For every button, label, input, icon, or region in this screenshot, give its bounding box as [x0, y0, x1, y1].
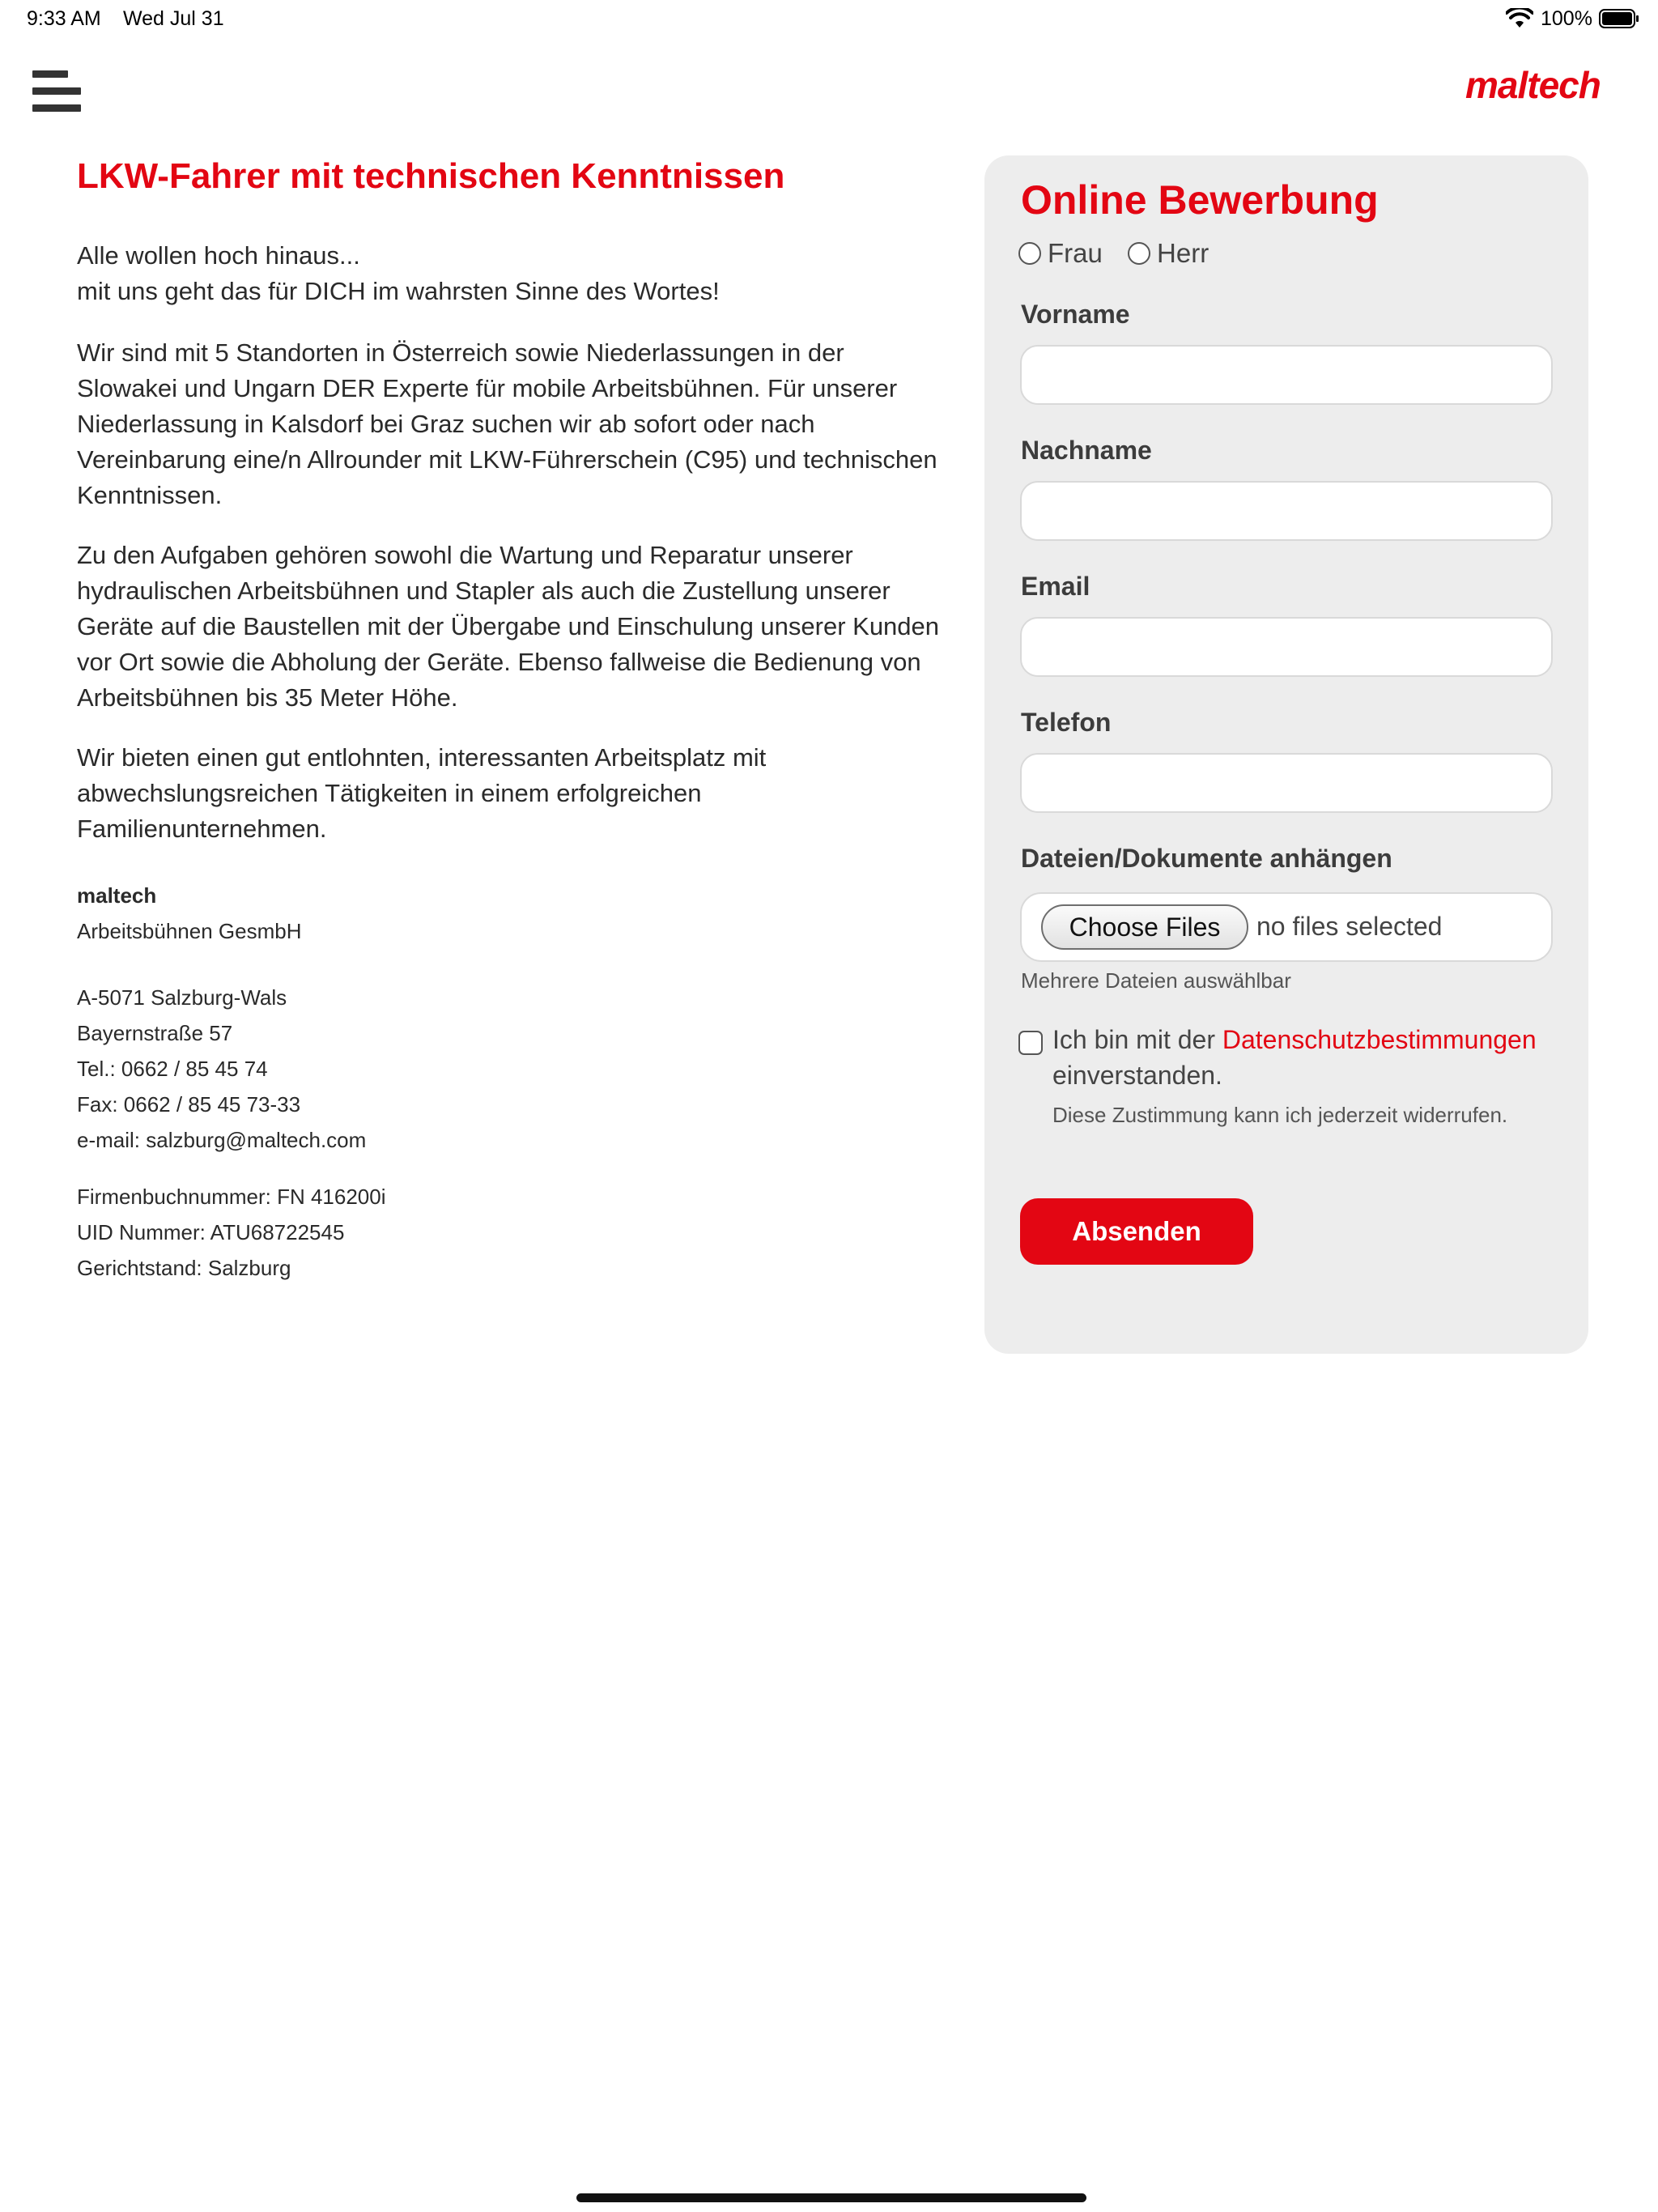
privacy-consent-text	[1052, 1022, 1554, 1093]
attachments-label: Dateien/Dokumente anhängen	[1021, 844, 1392, 873]
status-bar	[0, 0, 1658, 39]
choose-files-button[interactable]: Choose Files	[1041, 904, 1248, 950]
intro-line-2: mit uns geht das für DICH im wahrsten Sinne des Wortes!	[77, 277, 720, 305]
file-upload[interactable]	[1020, 892, 1553, 962]
address-street: Bayernstraße 57	[77, 1021, 233, 1045]
address-city: A-5071 Salzburg-Wals	[77, 985, 287, 1010]
last-name-field[interactable]	[1020, 481, 1553, 541]
radio-frau-label[interactable]: Frau	[1048, 238, 1103, 269]
radio-frau[interactable]	[1018, 242, 1041, 265]
battery-icon	[1599, 9, 1639, 28]
job-description	[77, 154, 951, 1280]
job-title: LKW-Fahrer mit technischen Kenntnissen	[77, 156, 785, 196]
email-line	[77, 1122, 366, 1158]
battery-percent: 100%	[1541, 7, 1592, 30]
home-indicator[interactable]	[576, 2193, 1086, 2202]
phone-label: Telefon	[1021, 708, 1112, 737]
uid-number: UID Nummer: ATU68722545	[77, 1220, 345, 1244]
email-link[interactable]: salzburg@maltech.com	[146, 1128, 367, 1152]
court-jurisdiction: Gerichtstand: Salzburg	[77, 1256, 291, 1280]
consent-suffix: einverstanden.	[1052, 1061, 1222, 1090]
privacy-policy-link[interactable]: Datenschutzbestimmungen	[1222, 1025, 1537, 1054]
address-block	[77, 980, 366, 1158]
first-name-label: Vorname	[1021, 300, 1130, 329]
company-block	[77, 878, 301, 949]
submit-button[interactable]: Absenden	[1020, 1198, 1253, 1265]
status-time: 9:33 AM	[27, 7, 101, 30]
intro-line-1: Alle wollen hoch hinaus...	[77, 241, 360, 270]
consent-prefix: Ich bin mit der	[1052, 1025, 1222, 1054]
company-name: maltech	[77, 883, 157, 908]
privacy-consent-checkbox[interactable]	[1018, 1031, 1043, 1055]
last-name-label: Nachname	[1021, 436, 1152, 465]
email-label: Email	[1021, 572, 1090, 601]
form-title: Online Bewerbung	[1021, 177, 1379, 223]
status-date: Wed Jul 31	[123, 7, 224, 30]
fax-number: Fax: 0662 / 85 45 73-33	[77, 1092, 301, 1117]
register-block	[77, 1179, 386, 1286]
email-field[interactable]	[1020, 617, 1553, 677]
radio-herr[interactable]	[1128, 242, 1150, 265]
paragraph-tasks: Zu den Aufgaben gehören sowohl die Wartung und Reparatur unserer hydraulischen Arbeitsbühnen und Stapler als auch die Zustellung unserer Geräte auf die Baustellen mit der Übergabe und Einschulung unserer Kunden vor Ort sowie die Abholung der Geräte. Ebenso fallweise die Bedienung von Arbeitsbühnen bis 35 Meter Höhe.	[77, 541, 940, 712]
paragraph-locations: Wir sind mit 5 Standorten in Österreich sowie Niederlassungen in der Slowakei und Ungarn DER Experte für mobile Arbeitsbühnen. Für unserer Niederlassung in Kalsdorf bei Graz suchen wir ab sofort oder nach Vereinbarung eine/n Allrounder mit LKW-Führerschein (C95) und technischen Kenntnissen.	[77, 338, 937, 509]
phone-field[interactable]	[1020, 753, 1553, 813]
hamburger-menu-icon[interactable]	[32, 70, 81, 113]
first-name-field[interactable]	[1020, 345, 1553, 405]
company-legal-name: Arbeitsbühnen GesmbH	[77, 919, 302, 943]
application-form	[984, 155, 1588, 1354]
maltech-logo[interactable]	[1465, 65, 1635, 105]
logo-text: maltech	[1465, 64, 1601, 106]
email-prefix: e-mail:	[77, 1128, 147, 1152]
paragraph-offer: Wir bieten einen gut entlohnten, interessanten Arbeitsplatz mit abwechslungsreichen Tätigkeiten in einem erfolgreichen Familienunternehmen.	[77, 743, 767, 843]
salutation-group	[1018, 236, 1226, 269]
file-status: no files selected	[1256, 912, 1443, 941]
wifi-icon	[1506, 8, 1533, 29]
phone-number: Tel.: 0662 / 85 45 74	[77, 1057, 268, 1081]
multiple-files-hint: Mehrere Dateien auswählbar	[1021, 968, 1291, 993]
radio-herr-label[interactable]: Herr	[1157, 238, 1209, 269]
company-register-number: Firmenbuchnummer: FN 416200i	[77, 1185, 386, 1209]
consent-revocation-note: Diese Zustimmung kann ich jederzeit widerrufen.	[1052, 1103, 1508, 1127]
intro-text	[77, 238, 720, 309]
